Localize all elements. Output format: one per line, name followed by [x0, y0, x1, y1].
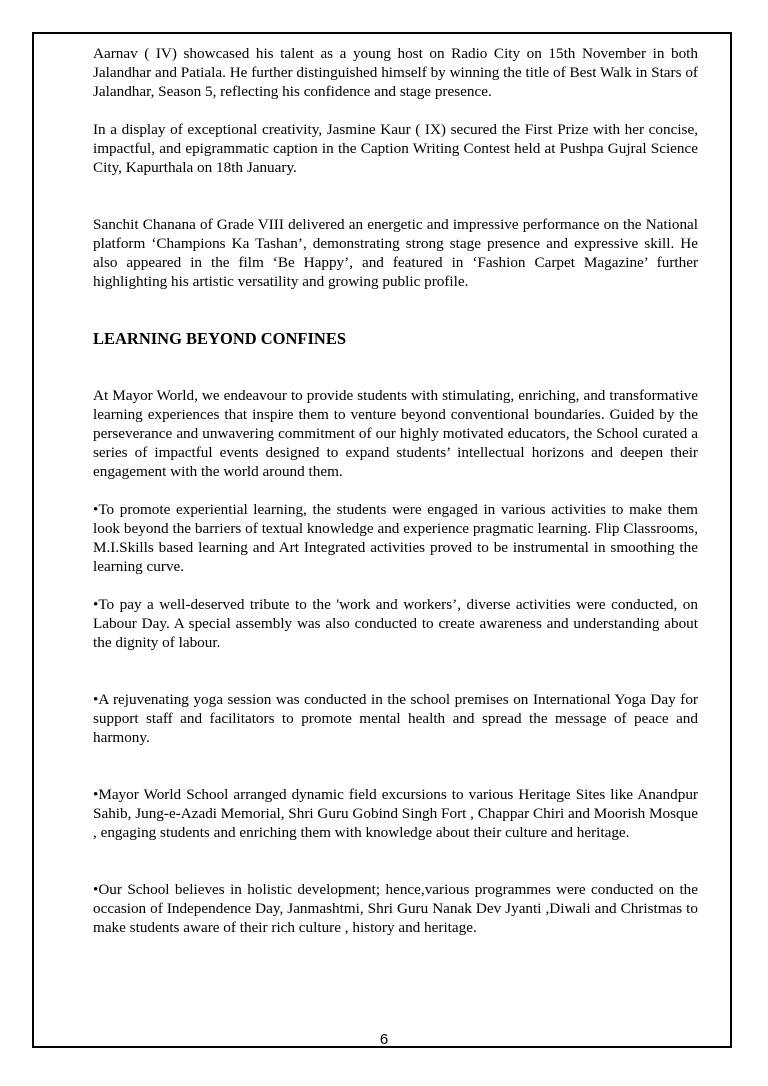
bullet-heritage-excursions: •Mayor World School arranged dynamic field excursions to various Heritage Sites like Anandpur Sahib, Jung-e-Azadi Memorial, Shri Guru Gobind Singh Fort , Chappar Chiri and Moorish Mosque , engaging students and enriching them with knowledge about their culture and heritage.	[93, 786, 698, 841]
page-number: 6	[379, 1031, 389, 1048]
achievement-jasmine: In a display of exceptional creativity, Jasmine Kaur ( IX) secured the First Prize with her concise, impactful, and epigrammatic caption in the Caption Writing Contest held at Pushpa Gujral Science City, Kapurthala on 18th January.	[93, 121, 698, 176]
section-intro: At Mayor World, we endeavour to provide students with stimulating, enriching, and transformative learning experiences that inspire them to venture beyond conventional boundaries. Guided by the perseverance and unwavering commitment of our highly motivated educators, the School curated a series of impactful events designed to expand students’ intellectual horizons and deepen their engagement with the world around them.	[93, 387, 698, 480]
section-heading: LEARNING BEYOND CONFINES	[93, 329, 347, 348]
bullet-labour-day: •To pay a well-deserved tribute to the 'work and workers’, diverse activities were conducted, on Labour Day. A special assembly was also conducted to create awareness and understanding about the dignity of labour.	[93, 596, 698, 651]
bullet-yoga-day: •A rejuvenating yoga session was conducted in the school premises on International Yoga Day for support staff and facilitators to promote mental health and spread the message of peace and harmony.	[93, 691, 698, 746]
page-content	[93, 44, 698, 937]
bullet-experiential-learning: •To promote experiential learning, the students were engaged in various activities to make them look beyond the barriers of textual knowledge and experience pragmatic learning. Flip Classrooms, M.I.Skills based learning and Art Integrated activities proved to be instrumental in smoothing the learning curve.	[93, 501, 698, 575]
bullet-holistic-development: •Our School believes in holistic development; hence,various programmes were conducted on the occasion of Independence Day, Janmashtmi, Shri Guru Nanak Dev Jyanti ,Diwali and Christmas to make students aware of their rich culture , history and heritage.	[93, 881, 698, 936]
achievement-sanchit: Sanchit Chanana of Grade VIII delivered an energetic and impressive performance on the National platform ‘Champions Ka Tashan’, demonstrating strong stage presence and expressive skill. He also appeared in the film ‘Be Happy’, and featured in ‘Fashion Carpet Magazine’ further highlighting his artistic versatility and growing public profile.	[93, 216, 698, 290]
achievement-aarnav: Aarnav ( IV) showcased his talent as a young host on Radio City on 15th November in both Jalandhar and Patiala. He further distinguished himself by winning the title of Best Walk in Stars of Jalandhar, Season 5, reflecting his confidence and stage presence.	[93, 45, 698, 100]
